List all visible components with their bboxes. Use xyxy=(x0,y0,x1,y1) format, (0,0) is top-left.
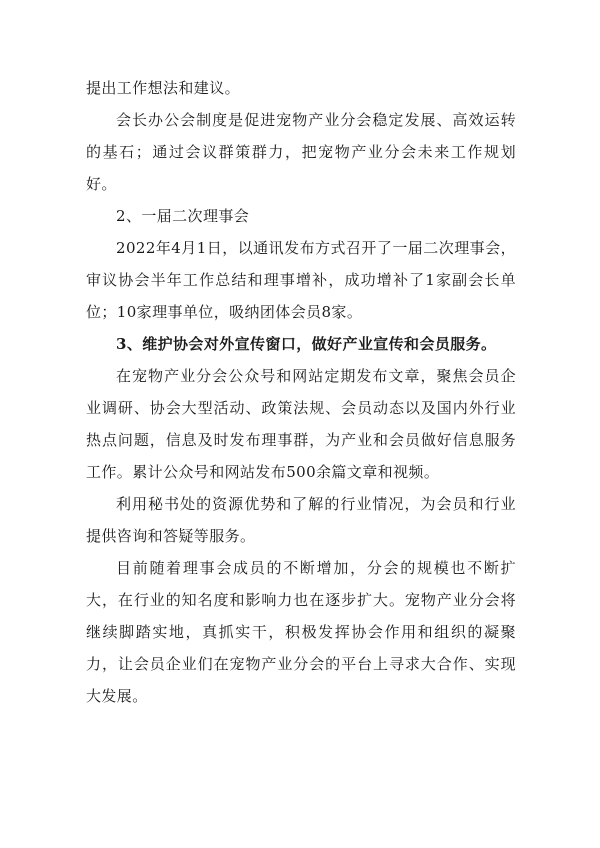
paragraph-meeting-system: 会长办公会制度是促进宠物产业分会稳定发展、高效运转的基石；通过会议群策群力，把宠物产业分会未来工作规划好。 xyxy=(86,111,516,193)
section-heading-council: 2、一届二次理事会 xyxy=(116,207,250,225)
paragraph-publicity: 在宠物产业分会公众号和网站定期发布文章，聚焦会员企业调研、协会大型活动、政策法规、会员动态以及国内外行业热点问题，信息及时发布理事群，为产业和会员做好信息服务工作。累计公众号和网站发布500余篇文章和视频。 xyxy=(86,367,516,481)
paragraph-consulting: 利用秘书处的资源优势和了解的行业情况，为会员和行业提供咨询和答疑等服务。 xyxy=(86,495,516,545)
section-heading-publicity: 3、维护协会对外宣传窗口，做好产业宣传和会员服务。 xyxy=(116,335,497,353)
paragraph-council-meeting: 2022年4月1日，以通讯发布方式召开了一届二次理事会，审议协会半年工作总结和理事增补，成功增补了1家副会长单位；10家理事单位，吸纳团体会员8家。 xyxy=(86,239,516,321)
paragraph-outlook: 目前随着理事会成员的不断增加，分会的规模也不断扩大，在行业的知名度和影响力也在逐步扩大。宠物产业分会将继续脚踏实地，真抓实干，积极发挥协会作用和组织的凝聚力，让会员企业们在宠物产业分会的平台上寻求大合作、实现大发展。 xyxy=(86,559,516,705)
paragraph-continuation: 提出工作想法和建议。 xyxy=(86,79,241,97)
